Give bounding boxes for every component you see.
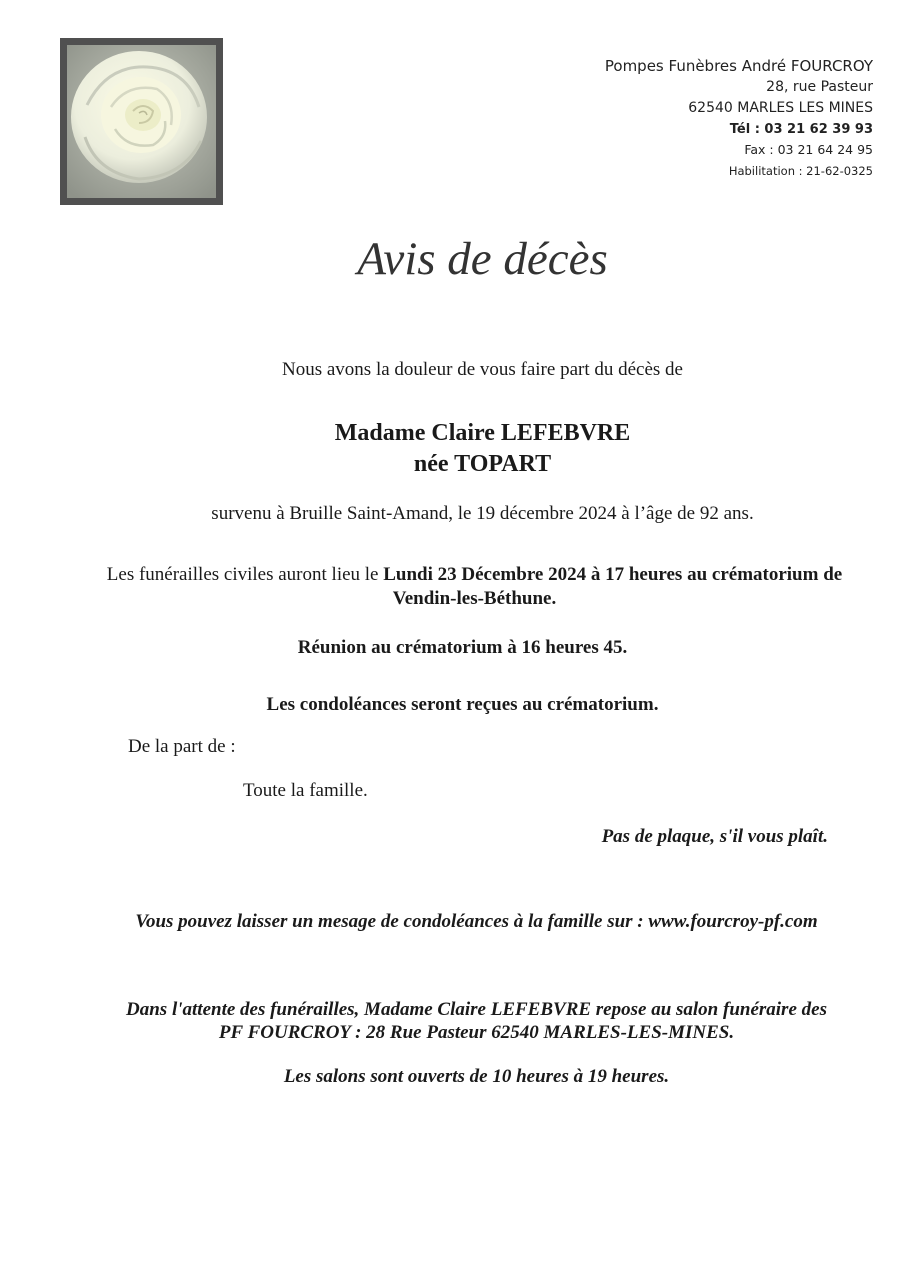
- funeral-line-1: [22, 563, 905, 587]
- company-name: Pompes Funèbres André FOURCROY: [604, 57, 873, 75]
- viewing-line-1: Dans l'attente des funérailles, Madame Claire LEFEBVRE repose au salon funéraire des: [126, 999, 827, 1020]
- reunion-text: Réunion au crématorium à 16 heures 45.: [297, 637, 628, 658]
- funeral-date-time: Lundi 23 Décembre 2024 à 17 heures au crématorium de: [383, 564, 843, 585]
- company-phone: Tél : 03 21 62 39 93: [729, 122, 873, 137]
- online-condolences-note: Vous pouvez laisser un mesage de condoléances à la famille sur : www.fourcroy-pf.com: [135, 911, 818, 932]
- funeral-prefix: Les funérailles civiles auront lieu le: [106, 564, 384, 585]
- funeral-home-header: [605, 56, 873, 182]
- family-text: Toute la famille.: [243, 780, 368, 801]
- funeral-details: [22, 563, 905, 611]
- death-details: survenu à Bruille Saint-Amand, le 19 décembre 2024 à l’âge de 92 ans.: [211, 503, 754, 524]
- deceased-name: [30, 418, 905, 480]
- company-habilitation: Habilitation : 21-62-0325: [728, 164, 873, 178]
- condolences-text: Les condoléances seront reçues au crématorium.: [266, 694, 659, 715]
- viewing-line-2: PF FOURCROY : 28 Rue Pasteur 62540 MARLES-LES-MINES.: [218, 1022, 735, 1043]
- intro-text: Nous avons la douleur de vous faire part du décès de: [282, 359, 683, 380]
- no-plaque-note: Pas de plaque, s'il vous plaît.: [601, 826, 828, 847]
- rose-image: [67, 45, 216, 198]
- company-city: 62540 MARLES LES MINES: [688, 100, 873, 116]
- funeral-location: Vendin-les-Béthune.: [392, 588, 557, 609]
- deceased-name-line: Madame Claire LEFEBVRE: [334, 420, 631, 446]
- page-title: Avis de décès: [357, 233, 608, 285]
- company-fax: Fax : 03 21 64 24 95: [744, 142, 873, 157]
- company-street: 28, rue Pasteur: [766, 79, 873, 95]
- opening-hours: Les salons sont ouverts de 10 heures à 19 heures.: [283, 1066, 670, 1087]
- white-rose-photo: [60, 38, 223, 205]
- from-label: De la part de :: [128, 736, 236, 757]
- viewing-details: [24, 998, 905, 1044]
- maiden-name-line: née TOPART: [413, 451, 552, 477]
